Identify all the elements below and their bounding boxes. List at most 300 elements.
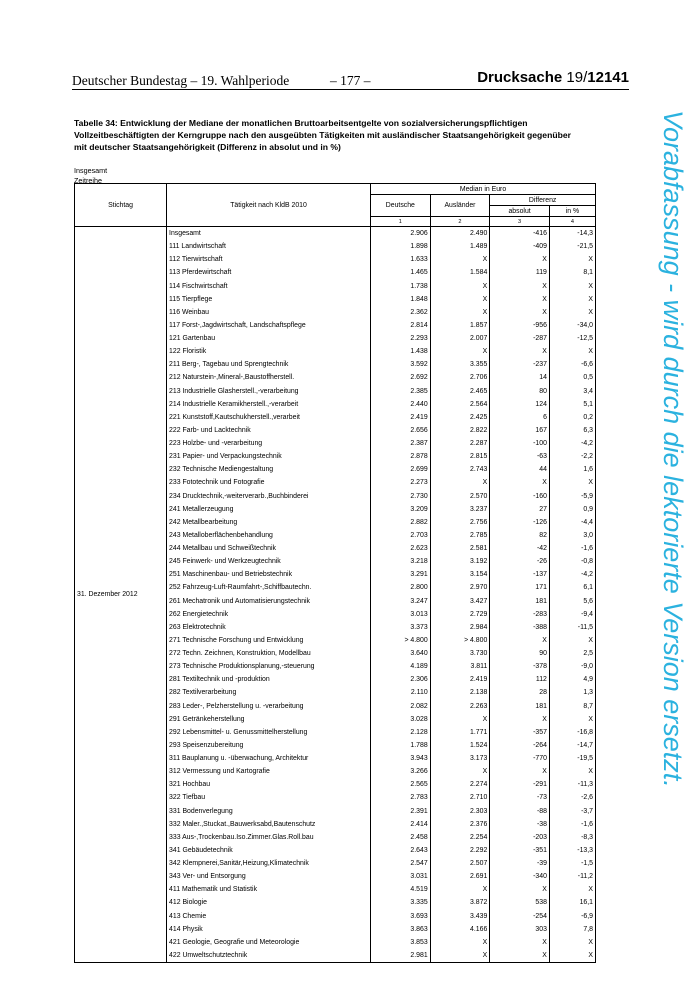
deutsche-cell: 2.547 — [371, 857, 431, 870]
taetigkeit-cell: 343 Ver- und Entsorgung — [167, 870, 371, 883]
taetigkeit-cell: 342 Klempnerei,Sanitär,Heizung,Klimatechnik — [167, 857, 371, 870]
auslaender-cell: 2.376 — [430, 818, 490, 831]
deutsche-cell: 2.906 — [371, 227, 431, 241]
differenz-prozent-cell: X — [549, 883, 595, 896]
taetigkeit-cell: 116 Weinbau — [167, 306, 371, 319]
auslaender-cell: 3.154 — [430, 568, 490, 581]
differenz-absolut-cell: X — [490, 936, 550, 949]
deutsche-cell: 2.730 — [371, 490, 431, 503]
table-title: Tabelle 34: Entwicklung der Mediane der monatlichen Bruttoarbeitsentgelte von sozialversicherungspflichtigen Vollzeitbeschäftigten der Kerngruppe nach den ausgeübten Tätigkeiten mit ausländischer Staatsangehörigkeit gegenüber mit deutscher Staatsangehörigkeit (Differenz in absolut und in %) — [74, 118, 571, 153]
column-number-3: 3 — [490, 217, 550, 227]
column-number-4: 4 — [549, 217, 595, 227]
table-subtitle-scope: Insgesamt — [74, 166, 108, 175]
taetigkeit-cell: 332 Maler.,Stuckat.,Bauwerksabd,Bautenschutz — [167, 818, 371, 831]
differenz-absolut-cell: -100 — [490, 437, 550, 450]
auslaender-cell: 2.581 — [430, 542, 490, 555]
differenz-prozent-cell: X — [549, 253, 595, 266]
auslaender-cell: 1.857 — [430, 319, 490, 332]
column-header-differenz: Differenz — [490, 195, 596, 206]
differenz-prozent-cell: X — [549, 949, 595, 963]
taetigkeit-cell: 241 Metallerzeugung — [167, 503, 371, 516]
auslaender-cell: 2.691 — [430, 870, 490, 883]
taetigkeit-cell: 341 Gebäudetechnik — [167, 844, 371, 857]
deutsche-cell: 3.247 — [371, 595, 431, 608]
differenz-absolut-cell: -237 — [490, 358, 550, 371]
differenz-absolut-cell: -351 — [490, 844, 550, 857]
auslaender-cell: 2.138 — [430, 686, 490, 699]
deutsche-cell: 3.013 — [371, 608, 431, 621]
differenz-absolut-cell: -340 — [490, 870, 550, 883]
differenz-absolut-cell: 112 — [490, 673, 550, 686]
auslaender-cell: 2.263 — [430, 700, 490, 713]
taetigkeit-cell: 322 Tiefbau — [167, 791, 371, 804]
auslaender-cell: 3.192 — [430, 555, 490, 568]
deutsche-cell: 2.391 — [371, 805, 431, 818]
deutsche-cell: 2.981 — [371, 949, 431, 963]
auslaender-cell: 3.439 — [430, 910, 490, 923]
auslaender-cell: X — [430, 713, 490, 726]
auslaender-cell: X — [430, 280, 490, 293]
differenz-prozent-cell: -4,2 — [549, 568, 595, 581]
differenz-absolut-cell: 124 — [490, 398, 550, 411]
differenz-absolut-cell: -88 — [490, 805, 550, 818]
differenz-absolut-cell: 14 — [490, 371, 550, 384]
page-number: – 177 – — [330, 73, 371, 88]
deutsche-cell: 2.656 — [371, 424, 431, 437]
differenz-prozent-cell: -8,3 — [549, 831, 595, 844]
auslaender-cell: 2.287 — [430, 437, 490, 450]
differenz-absolut-cell: 538 — [490, 896, 550, 909]
header-left: Deutscher Bundestag – 19. Wahlperiode — [72, 73, 290, 88]
differenz-prozent-cell: 0,9 — [549, 503, 595, 516]
differenz-absolut-cell: -160 — [490, 490, 550, 503]
differenz-absolut-cell: -283 — [490, 608, 550, 621]
taetigkeit-cell: 293 Speisenzubereitung — [167, 739, 371, 752]
deutsche-cell: 2.362 — [371, 306, 431, 319]
deutsche-cell: 2.110 — [371, 686, 431, 699]
taetigkeit-cell: 232 Technische Mediengestaltung — [167, 463, 371, 476]
auslaender-cell: 3.355 — [430, 358, 490, 371]
differenz-prozent-cell: -9,0 — [549, 660, 595, 673]
differenz-absolut-cell: 171 — [490, 581, 550, 594]
taetigkeit-cell: 212 Naturstein-,Mineral-,Baustoffherstell. — [167, 371, 371, 384]
differenz-prozent-cell: 1,6 — [549, 463, 595, 476]
differenz-prozent-cell: -0,8 — [549, 555, 595, 568]
taetigkeit-cell: 273 Technische Produktionsplanung,-steuerung — [167, 660, 371, 673]
deutsche-cell: 1.633 — [371, 253, 431, 266]
deutsche-cell: 3.943 — [371, 752, 431, 765]
differenz-absolut-cell: X — [490, 883, 550, 896]
taetigkeit-cell: 292 Lebensmittel- u. Genussmittelherstellung — [167, 726, 371, 739]
differenz-prozent-cell: X — [549, 634, 595, 647]
table-subtitle-series: Zeitreihe — [74, 176, 102, 185]
taetigkeit-cell: 222 Farb- und Lacktechnik — [167, 424, 371, 437]
differenz-absolut-cell: 181 — [490, 595, 550, 608]
differenz-absolut-cell: -956 — [490, 319, 550, 332]
differenz-prozent-cell: X — [549, 345, 595, 358]
differenz-prozent-cell: -12,5 — [549, 332, 595, 345]
deutsche-cell: 2.414 — [371, 818, 431, 831]
differenz-prozent-cell: 5,1 — [549, 398, 595, 411]
draft-watermark: Vorabfassung - wird durch die lektorierte Version ersetzt. — [658, 110, 688, 788]
taetigkeit-cell: 213 Industrielle Glasherstell.,-verarbeitung — [167, 385, 371, 398]
taetigkeit-cell: 411 Mathematik und Statistik — [167, 883, 371, 896]
deutsche-cell: 2.692 — [371, 371, 431, 384]
deutsche-cell: 3.291 — [371, 568, 431, 581]
deutsche-cell: 1.898 — [371, 240, 431, 253]
differenz-prozent-cell: 3,4 — [549, 385, 595, 398]
taetigkeit-cell: 122 Floristik — [167, 345, 371, 358]
taetigkeit-cell: 421 Geologie, Geografie und Meteorologie — [167, 936, 371, 949]
deutsche-cell: 2.703 — [371, 529, 431, 542]
auslaender-cell: 2.570 — [430, 490, 490, 503]
taetigkeit-cell: 121 Gartenbau — [167, 332, 371, 345]
differenz-absolut-cell: -42 — [490, 542, 550, 555]
deutsche-cell: 2.293 — [371, 332, 431, 345]
deutsche-cell: 2.699 — [371, 463, 431, 476]
taetigkeit-cell: 331 Bodenverlegung — [167, 805, 371, 818]
differenz-prozent-cell: 6,3 — [549, 424, 595, 437]
differenz-absolut-cell: 44 — [490, 463, 550, 476]
taetigkeit-cell: 114 Fischwirtschaft — [167, 280, 371, 293]
differenz-prozent-cell: -3,7 — [549, 805, 595, 818]
differenz-prozent-cell: 0,5 — [549, 371, 595, 384]
differenz-absolut-cell: -38 — [490, 818, 550, 831]
deutsche-cell: 2.783 — [371, 791, 431, 804]
taetigkeit-cell: 112 Tierwirtschaft — [167, 253, 371, 266]
differenz-prozent-cell: -2,2 — [549, 450, 595, 463]
column-header-taetigkeit: Tätigkeit nach KldB 2010 — [167, 184, 371, 227]
deutsche-cell: 3.853 — [371, 936, 431, 949]
taetigkeit-cell: 412 Biologie — [167, 896, 371, 909]
taetigkeit-cell: 311 Bauplanung u. -überwachung, Architektur — [167, 752, 371, 765]
differenz-absolut-cell: X — [490, 306, 550, 319]
differenz-prozent-cell: 1,3 — [549, 686, 595, 699]
differenz-absolut-cell: X — [490, 345, 550, 358]
deutsche-cell: 3.373 — [371, 621, 431, 634]
differenz-prozent-cell: -1,5 — [549, 857, 595, 870]
deutsche-cell: 2.878 — [371, 450, 431, 463]
auslaender-cell: 2.507 — [430, 857, 490, 870]
differenz-prozent-cell: -6,6 — [549, 358, 595, 371]
auslaender-cell: 2.274 — [430, 778, 490, 791]
differenz-prozent-cell: -34,0 — [549, 319, 595, 332]
taetigkeit-cell: 262 Energietechnik — [167, 608, 371, 621]
deutsche-cell: 2.565 — [371, 778, 431, 791]
taetigkeit-cell: 113 Pferdewirtschaft — [167, 266, 371, 279]
deutsche-cell: 1.438 — [371, 345, 431, 358]
deutsche-cell: 3.266 — [371, 765, 431, 778]
deutsche-cell: 1.465 — [371, 266, 431, 279]
auslaender-cell: > 4.800 — [430, 634, 490, 647]
deutsche-cell: 3.863 — [371, 923, 431, 936]
differenz-prozent-cell: X — [549, 713, 595, 726]
auslaender-cell: 2.254 — [430, 831, 490, 844]
differenz-prozent-cell: 8,1 — [549, 266, 595, 279]
auslaender-cell: X — [430, 476, 490, 489]
auslaender-cell: 1.771 — [430, 726, 490, 739]
differenz-absolut-cell: 167 — [490, 424, 550, 437]
column-header-absolut: absolut — [490, 206, 550, 217]
differenz-absolut-cell: X — [490, 253, 550, 266]
differenz-prozent-cell: 3,0 — [549, 529, 595, 542]
deutsche-cell: 2.385 — [371, 385, 431, 398]
taetigkeit-cell: 231 Papier- und Verpackungstechnik — [167, 450, 371, 463]
differenz-prozent-cell: -11,2 — [549, 870, 595, 883]
document-label: Drucksache — [477, 69, 563, 86]
auslaender-cell: 2.465 — [430, 385, 490, 398]
taetigkeit-cell: 291 Getränkeherstellung — [167, 713, 371, 726]
taetigkeit-cell: 233 Fototechnik und Fotografie — [167, 476, 371, 489]
differenz-absolut-cell: X — [490, 634, 550, 647]
document-id: 12141 — [587, 69, 629, 86]
column-number-1: 1 — [371, 217, 431, 227]
auslaender-cell: 2.292 — [430, 844, 490, 857]
header-rule — [72, 89, 629, 90]
differenz-absolut-cell: X — [490, 713, 550, 726]
taetigkeit-cell: 251 Maschinenbau- und Betriebstechnik — [167, 568, 371, 581]
auslaender-cell: 3.173 — [430, 752, 490, 765]
differenz-absolut-cell: X — [490, 293, 550, 306]
deutsche-cell: 3.335 — [371, 896, 431, 909]
deutsche-cell: 4.519 — [371, 883, 431, 896]
differenz-absolut-cell: 82 — [490, 529, 550, 542]
differenz-absolut-cell: 181 — [490, 700, 550, 713]
auslaender-cell: 2.970 — [430, 581, 490, 594]
differenz-prozent-cell: -16,8 — [549, 726, 595, 739]
auslaender-cell: 2.756 — [430, 516, 490, 529]
auslaender-cell: 3.872 — [430, 896, 490, 909]
differenz-prozent-cell: -4,4 — [549, 516, 595, 529]
taetigkeit-cell: 117 Forst-,Jagdwirtschaft, Landschaftspflege — [167, 319, 371, 332]
differenz-absolut-cell: -254 — [490, 910, 550, 923]
stichtag-cell: 31. Dezember 2012 — [75, 227, 167, 963]
column-header-deutsche: Deutsche — [371, 195, 431, 217]
taetigkeit-cell: 223 Holzbe- und -verarbeitung — [167, 437, 371, 450]
deutsche-cell: 2.440 — [371, 398, 431, 411]
auslaender-cell: 3.730 — [430, 647, 490, 660]
differenz-absolut-cell: -39 — [490, 857, 550, 870]
taetigkeit-cell: 244 Metallbau und Schweißtechnik — [167, 542, 371, 555]
taetigkeit-cell: 312 Vermessung und Kartografie — [167, 765, 371, 778]
taetigkeit-cell: 252 Fahrzeug-Luft-Raumfahrt-,Schiffbautechn. — [167, 581, 371, 594]
auslaender-cell: 2.419 — [430, 673, 490, 686]
deutsche-cell: 2.387 — [371, 437, 431, 450]
auslaender-cell: X — [430, 293, 490, 306]
deutsche-cell: > 4.800 — [371, 634, 431, 647]
deutsche-cell: 1.738 — [371, 280, 431, 293]
auslaender-cell: 2.729 — [430, 608, 490, 621]
differenz-prozent-cell: 4,9 — [549, 673, 595, 686]
differenz-absolut-cell: 6 — [490, 411, 550, 424]
differenz-absolut-cell: -770 — [490, 752, 550, 765]
differenz-absolut-cell: X — [490, 476, 550, 489]
auslaender-cell: 2.710 — [430, 791, 490, 804]
taetigkeit-cell: 211 Berg-, Tagebau und Sprengtechnik — [167, 358, 371, 371]
differenz-prozent-cell: -6,9 — [549, 910, 595, 923]
differenz-prozent-cell: -13,3 — [549, 844, 595, 857]
deutsche-cell: 2.814 — [371, 319, 431, 332]
differenz-absolut-cell: 80 — [490, 385, 550, 398]
differenz-prozent-cell: -11,5 — [549, 621, 595, 634]
wage-median-table — [74, 183, 596, 963]
auslaender-cell: 1.489 — [430, 240, 490, 253]
taetigkeit-cell: 422 Umweltschutztechnik — [167, 949, 371, 963]
differenz-absolut-cell: 28 — [490, 686, 550, 699]
differenz-prozent-cell: -5,9 — [549, 490, 595, 503]
differenz-absolut-cell: -388 — [490, 621, 550, 634]
auslaender-cell: 2.706 — [430, 371, 490, 384]
auslaender-cell: 2.984 — [430, 621, 490, 634]
differenz-prozent-cell: -19,5 — [549, 752, 595, 765]
taetigkeit-cell: 414 Physik — [167, 923, 371, 936]
auslaender-cell: 4.166 — [430, 923, 490, 936]
auslaender-cell: 3.427 — [430, 595, 490, 608]
differenz-absolut-cell: X — [490, 949, 550, 963]
taetigkeit-cell: 281 Textiltechnik und -produktion — [167, 673, 371, 686]
auslaender-cell: 1.584 — [430, 266, 490, 279]
auslaender-cell: 2.007 — [430, 332, 490, 345]
deutsche-cell: 1.848 — [371, 293, 431, 306]
column-header-median: Median in Euro — [371, 184, 596, 195]
taetigkeit-cell: 271 Technische Forschung und Entwicklung — [167, 634, 371, 647]
taetigkeit-cell: 272 Techn. Zeichnen, Konstruktion, Modellbau — [167, 647, 371, 660]
auslaender-cell: X — [430, 936, 490, 949]
differenz-absolut-cell: -291 — [490, 778, 550, 791]
deutsche-cell: 2.800 — [371, 581, 431, 594]
auslaender-cell: X — [430, 306, 490, 319]
column-number-2: 2 — [430, 217, 490, 227]
deutsche-cell: 2.643 — [371, 844, 431, 857]
taetigkeit-cell: 321 Hochbau — [167, 778, 371, 791]
deutsche-cell: 3.218 — [371, 555, 431, 568]
column-header-prozent: in % — [549, 206, 595, 217]
differenz-absolut-cell: -287 — [490, 332, 550, 345]
differenz-prozent-cell: -11,3 — [549, 778, 595, 791]
auslaender-cell: X — [430, 765, 490, 778]
auslaender-cell: X — [430, 345, 490, 358]
deutsche-cell: 2.128 — [371, 726, 431, 739]
differenz-prozent-cell: -1,6 — [549, 542, 595, 555]
auslaender-cell: 2.822 — [430, 424, 490, 437]
differenz-prozent-cell: X — [549, 293, 595, 306]
taetigkeit-cell: 221 Kunststoff,Kautschukherstell.,verarbeit — [167, 411, 371, 424]
taetigkeit-cell: 111 Landwirtschaft — [167, 240, 371, 253]
differenz-prozent-cell: X — [549, 280, 595, 293]
differenz-prozent-cell: X — [549, 306, 595, 319]
differenz-prozent-cell: -9,4 — [549, 608, 595, 621]
deutsche-cell: 3.028 — [371, 713, 431, 726]
taetigkeit-cell: 283 Leder-, Pelzherstellung u. -verarbeitung — [167, 700, 371, 713]
differenz-absolut-cell: -416 — [490, 227, 550, 241]
table-row — [75, 227, 596, 241]
auslaender-cell: 2.490 — [430, 227, 490, 241]
differenz-prozent-cell: -14,3 — [549, 227, 595, 241]
differenz-absolut-cell: -357 — [490, 726, 550, 739]
auslaender-cell: 2.564 — [430, 398, 490, 411]
deutsche-cell: 2.306 — [371, 673, 431, 686]
taetigkeit-cell: 245 Feinwerk- und Werkzeugtechnik — [167, 555, 371, 568]
taetigkeit-cell: 243 Metalloberflächenbehandlung — [167, 529, 371, 542]
deutsche-cell: 2.882 — [371, 516, 431, 529]
table-body — [75, 227, 596, 963]
taetigkeit-cell: Insgesamt — [167, 227, 371, 241]
deutsche-cell: 1.788 — [371, 739, 431, 752]
differenz-absolut-cell: -203 — [490, 831, 550, 844]
taetigkeit-cell: 261 Mechatronik und Automatisierungstechnik — [167, 595, 371, 608]
taetigkeit-cell: 413 Chemie — [167, 910, 371, 923]
differenz-absolut-cell: 119 — [490, 266, 550, 279]
deutsche-cell: 2.273 — [371, 476, 431, 489]
document-number — [477, 69, 629, 86]
taetigkeit-cell: 263 Elektrotechnik — [167, 621, 371, 634]
column-header-auslaender: Ausländer — [430, 195, 490, 217]
differenz-prozent-cell: 2,5 — [549, 647, 595, 660]
differenz-absolut-cell: -137 — [490, 568, 550, 581]
differenz-prozent-cell: -1,6 — [549, 818, 595, 831]
differenz-prozent-cell: X — [549, 476, 595, 489]
taetigkeit-cell: 214 Industrielle Keramikherstell.,-verarbeit — [167, 398, 371, 411]
deutsche-cell: 3.693 — [371, 910, 431, 923]
differenz-prozent-cell: 7,8 — [549, 923, 595, 936]
differenz-absolut-cell: X — [490, 280, 550, 293]
deutsche-cell: 2.082 — [371, 700, 431, 713]
differenz-prozent-cell: X — [549, 936, 595, 949]
deutsche-cell: 2.419 — [371, 411, 431, 424]
differenz-prozent-cell: 0,2 — [549, 411, 595, 424]
auslaender-cell: 3.811 — [430, 660, 490, 673]
taetigkeit-cell: 234 Drucktechnik,-weiterverarb.,Buchbinderei — [167, 490, 371, 503]
differenz-absolut-cell: 27 — [490, 503, 550, 516]
deutsche-cell: 2.623 — [371, 542, 431, 555]
auslaender-cell: 2.303 — [430, 805, 490, 818]
differenz-absolut-cell: -73 — [490, 791, 550, 804]
differenz-absolut-cell: -264 — [490, 739, 550, 752]
taetigkeit-cell: 115 Tierpflege — [167, 293, 371, 306]
differenz-prozent-cell: -2,6 — [549, 791, 595, 804]
deutsche-cell: 2.458 — [371, 831, 431, 844]
differenz-absolut-cell: -409 — [490, 240, 550, 253]
differenz-absolut-cell: -378 — [490, 660, 550, 673]
auslaender-cell: 2.743 — [430, 463, 490, 476]
differenz-prozent-cell: 8,7 — [549, 700, 595, 713]
differenz-absolut-cell: 303 — [490, 923, 550, 936]
auslaender-cell: X — [430, 883, 490, 896]
document-period: 19/ — [566, 69, 588, 86]
deutsche-cell: 3.640 — [371, 647, 431, 660]
column-header-stichtag: Stichtag — [75, 184, 167, 227]
auslaender-cell: 2.815 — [430, 450, 490, 463]
auslaender-cell: X — [430, 253, 490, 266]
deutsche-cell: 3.592 — [371, 358, 431, 371]
differenz-prozent-cell: -21,5 — [549, 240, 595, 253]
deutsche-cell: 4.189 — [371, 660, 431, 673]
differenz-prozent-cell: 16,1 — [549, 896, 595, 909]
differenz-prozent-cell: -4,2 — [549, 437, 595, 450]
auslaender-cell: 1.524 — [430, 739, 490, 752]
differenz-prozent-cell: X — [549, 765, 595, 778]
differenz-absolut-cell: -126 — [490, 516, 550, 529]
auslaender-cell: 2.425 — [430, 411, 490, 424]
deutsche-cell: 3.209 — [371, 503, 431, 516]
auslaender-cell: X — [430, 949, 490, 963]
differenz-prozent-cell: 5,6 — [549, 595, 595, 608]
differenz-prozent-cell: 6,1 — [549, 581, 595, 594]
differenz-absolut-cell: X — [490, 765, 550, 778]
differenz-prozent-cell: -14,7 — [549, 739, 595, 752]
auslaender-cell: 2.785 — [430, 529, 490, 542]
differenz-absolut-cell: -26 — [490, 555, 550, 568]
